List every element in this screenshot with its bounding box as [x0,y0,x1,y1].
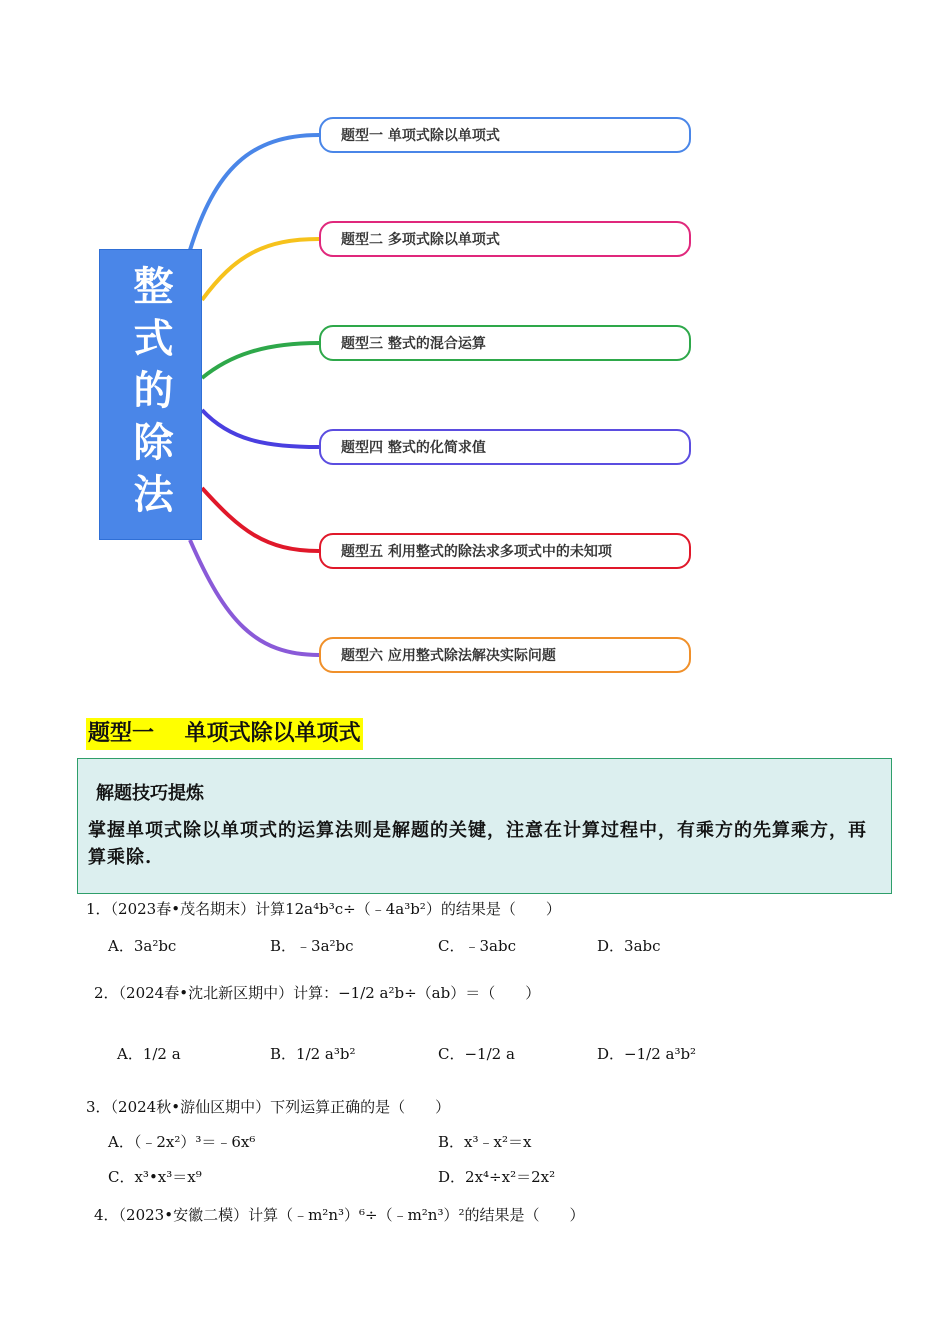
connector-6 [190,540,319,655]
connector-2 [202,239,319,300]
mindmap-root [99,249,202,540]
question-3-number: 3． [86,1098,111,1116]
connector-4 [202,410,319,447]
question-4-source: （2023•安徽二模） [118,1206,249,1224]
question-4 [94,1204,585,1225]
question-4-number: 4． [94,1206,119,1224]
tip-body: 掌握单项式除以单项式的运算法则是解题的关键，注意在计算过程中，有乘方的先算乘方，再算乘除. [88,820,867,868]
question-1-number: 1． [86,900,111,918]
branch-5 [319,533,691,569]
section-heading: 题型一 单项式除以单项式 [86,718,363,750]
branch-2-label: 题型二 多项式除以单项式 [341,232,500,248]
question-2-text: 计算：−1/2 a²b÷（ab）＝（ ） [293,984,541,1002]
branch-6-label: 题型六 应用整式除法解决实际问题 [341,648,556,664]
branch-5-label: 题型五 利用整式的除法求多项式中的未知项 [341,544,612,560]
branch-6 [319,637,691,673]
tip-box [77,758,892,894]
q2-option-b[interactable]: B．1/2 a³b² [270,1045,356,1063]
q1-option-b[interactable]: B．﹣3a²bc [270,937,354,955]
q1-option-c[interactable]: C．﹣3abc [438,937,516,955]
branch-2 [319,221,691,257]
connector-3 [202,343,319,378]
question-3-source: （2024秋•游仙区期中） [110,1098,271,1116]
q2-option-c[interactable]: C．−1/2 a [438,1045,515,1063]
mindmap-root-label: 整式的除法 [127,264,173,525]
question-2-number: 2． [94,984,119,1002]
q3-option-c[interactable]: C．x³•x³＝x⁹ [108,1168,202,1186]
connector-5 [202,488,319,551]
question-1 [86,898,561,919]
q2-option-d[interactable]: D．−1/2 a³b² [597,1045,697,1063]
branch-4 [319,429,691,465]
branch-1-label: 题型一 单项式除以单项式 [341,128,500,144]
question-1-text: 计算12a⁴b³c÷（﹣4a³b²）的结果是（ ） [255,900,561,918]
tip-title: 解题技巧提炼 [96,783,204,804]
branch-4-label: 题型四 整式的化简求值 [341,440,486,456]
q2-option-a[interactable]: A．1/2 a [117,1045,181,1063]
branch-3-label: 题型三 整式的混合运算 [341,336,486,352]
question-4-text: 计算（﹣m²n³）⁶÷（﹣m²n³）²的结果是（ ） [248,1206,585,1224]
question-1-source: （2023春•茂名期末） [110,900,256,918]
question-3 [86,1096,450,1117]
question-2-source: （2024春•沈北新区期中） [118,984,294,1002]
question-3-text: 下列运算正确的是（ ） [270,1098,451,1116]
q3-option-a[interactable]: A．（﹣2x²）³＝﹣6x⁶ [108,1133,256,1151]
branch-1 [319,117,691,153]
q1-option-a[interactable]: A．3a²bc [108,937,177,955]
question-2 [94,982,540,1003]
connector-1 [190,135,319,250]
q1-option-d[interactable]: D．3abc [597,937,661,955]
branch-3 [319,325,691,361]
q3-option-b[interactable]: B．x³﹣x²＝x [438,1133,532,1151]
q3-option-d[interactable]: D．2x⁴÷x²＝2x² [438,1168,556,1186]
